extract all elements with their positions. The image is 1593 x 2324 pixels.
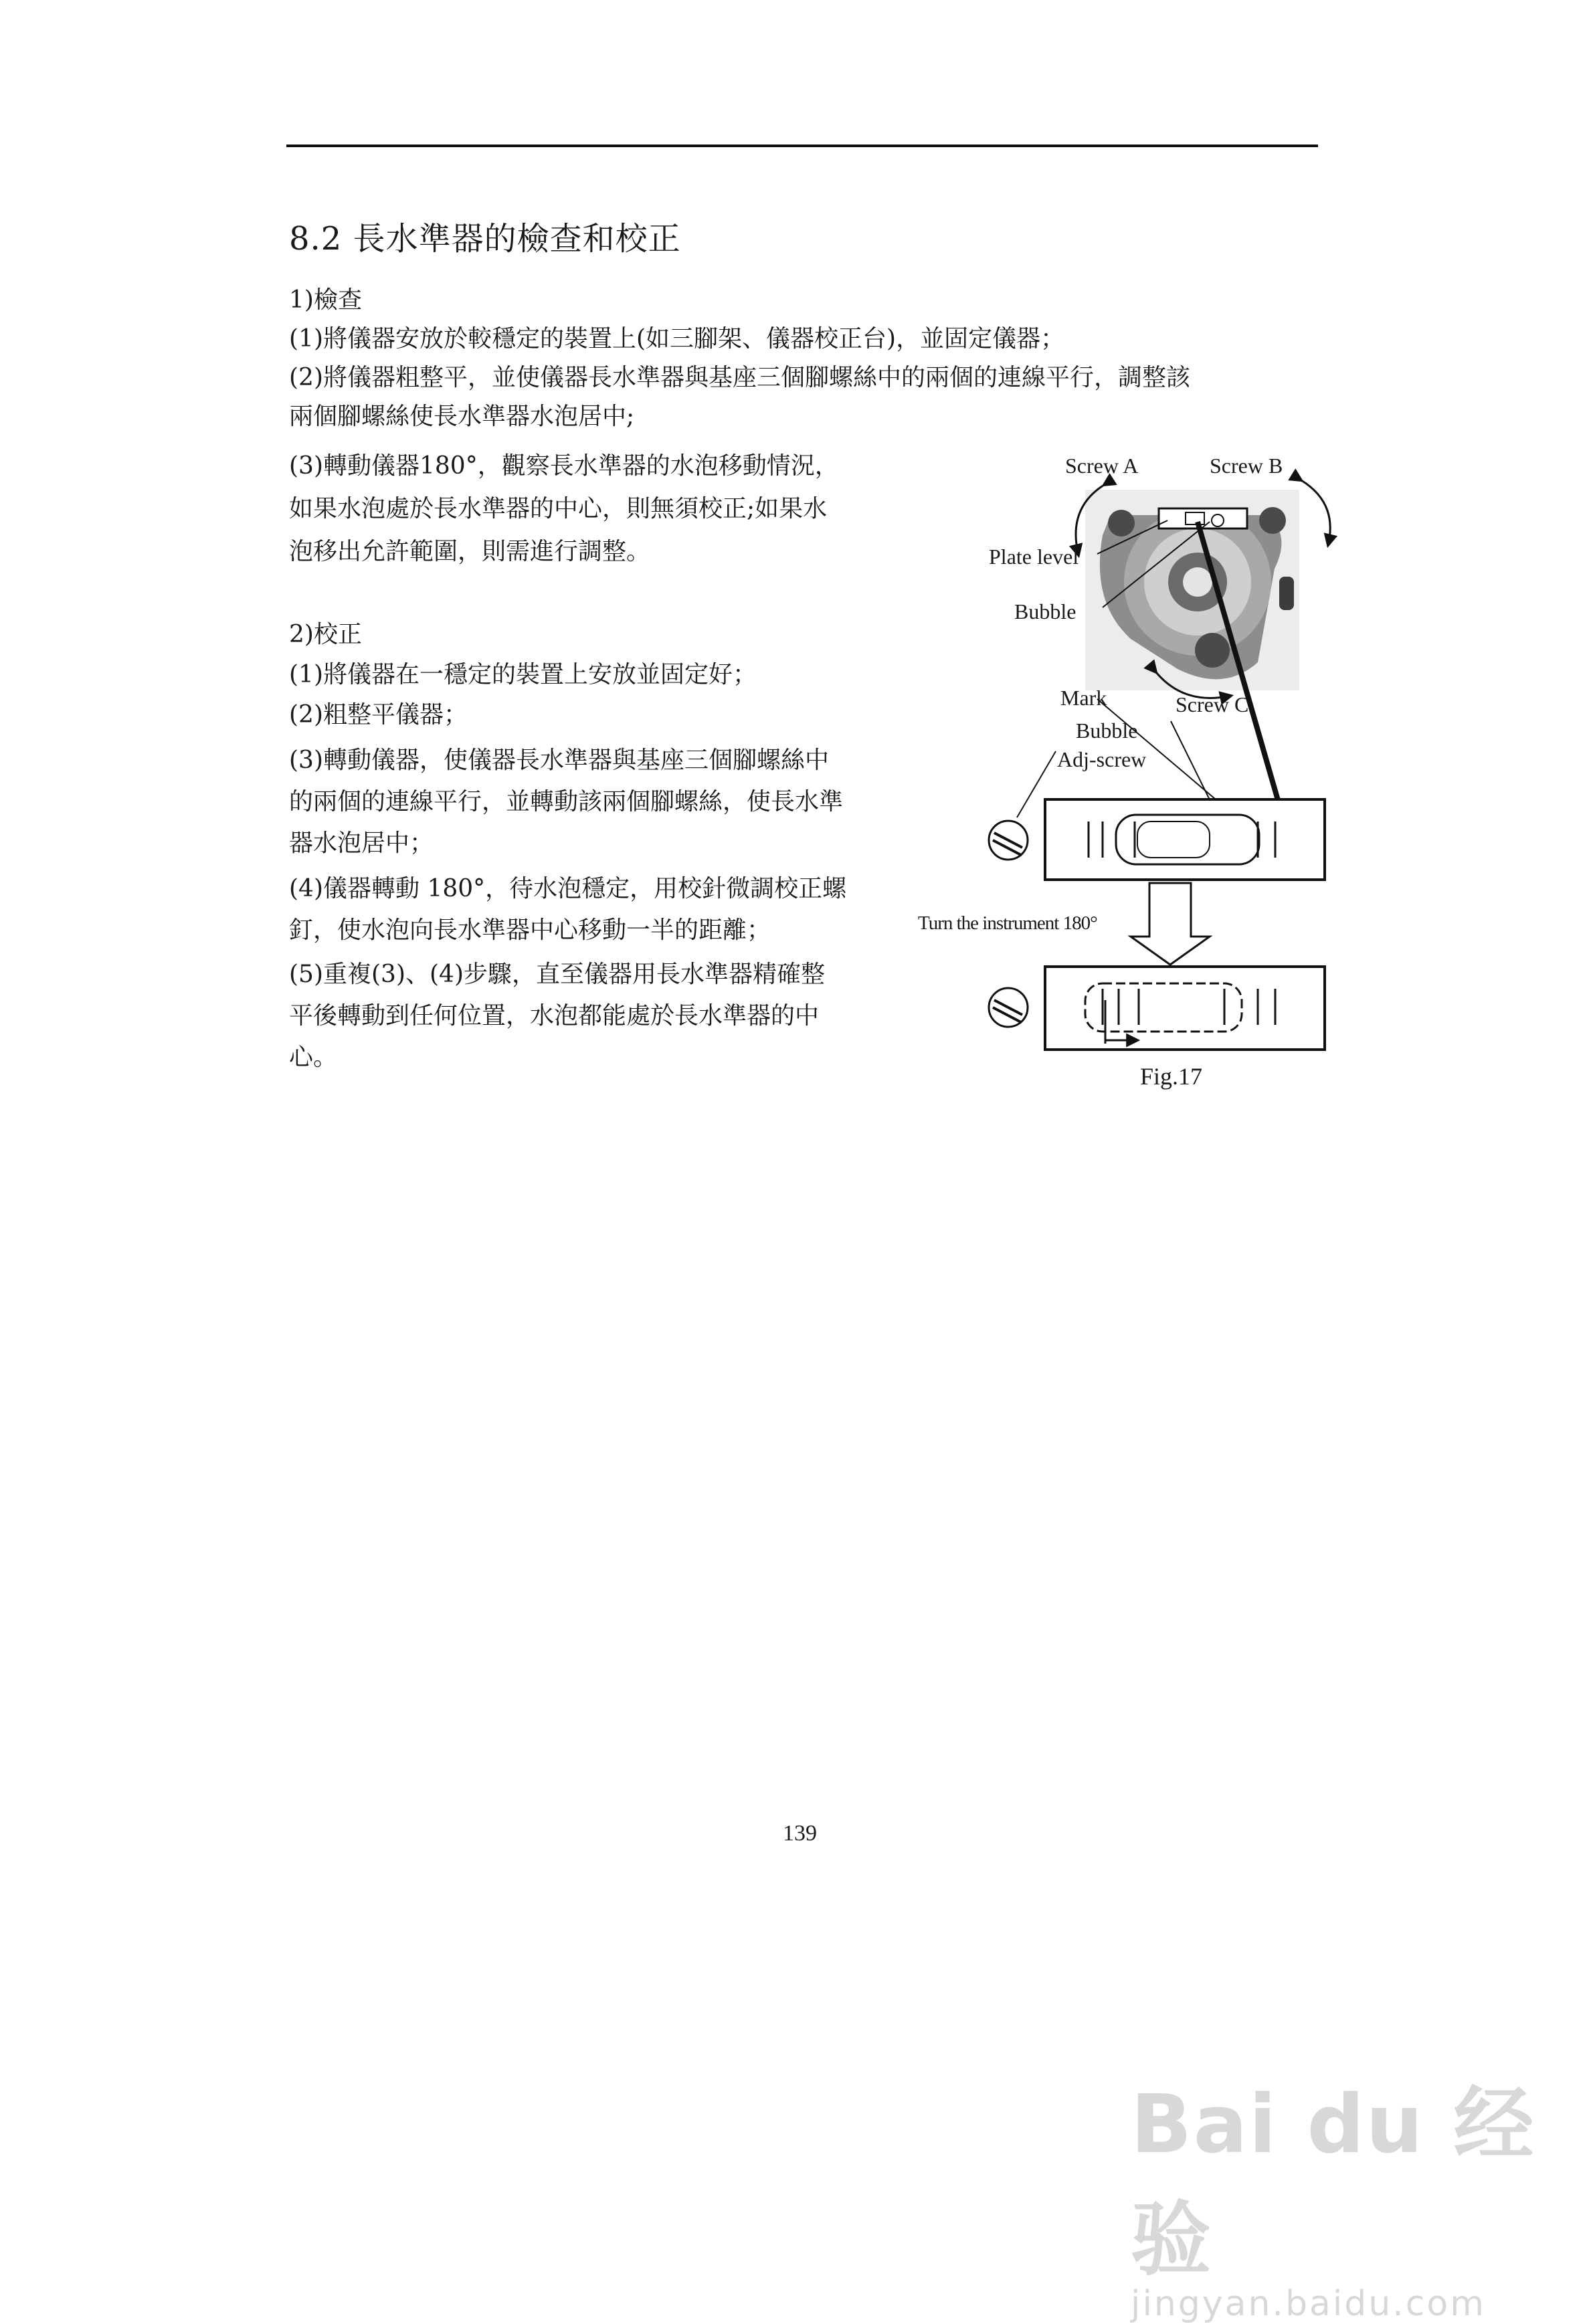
watermark-url: jingyan.baidu.com [1131, 2284, 1486, 2324]
adjust-line: (3)轉動儀器，使儀器長水準器與基座三個腳螺絲中 [289, 747, 829, 774]
check-line: 如果水泡處於長水準器的中心，則無須校正;如果水 [289, 495, 828, 522]
check-line: 泡移出允許範圍，則需進行調整。 [289, 538, 651, 565]
adjust-line: 器水泡居中； [289, 830, 434, 857]
page-number: 139 [783, 1821, 817, 1846]
screw-b-rotation-arrow [1301, 480, 1330, 545]
check-title: 1)檢查 [289, 286, 362, 314]
label-mark: Mark [1060, 686, 1107, 710]
label-bubble-top: Bubble [1014, 599, 1076, 623]
adjust-title: 2)校正 [289, 621, 362, 648]
adjust-line: (4)儀器轉動 180°，待水泡穩定，用校針微調校正螺 [289, 875, 847, 902]
label-screw-b: Screw B [1210, 454, 1283, 478]
section-heading: 8.2 長水準器的檢查和校正 [289, 220, 681, 258]
label-plate-level: Plate level [989, 545, 1079, 569]
label-screw-a: Screw A [1065, 454, 1139, 478]
adjust-line: (5)重複(3)、(4)步驟，直至儀器用長水準器精確整 [289, 961, 825, 988]
check-line: 兩個腳螺絲使長水準器水泡居中; [289, 403, 635, 430]
adjust-line: 釘，使水泡向長水準器中心移動一半的距離； [289, 916, 771, 944]
vial-after [989, 967, 1325, 1050]
watermark-brand: Bai du 经验 [1131, 2078, 1535, 2287]
figure-caption: Fig.17 [1140, 1063, 1203, 1090]
adjust-line: (2)粗整平儀器； [289, 701, 468, 729]
tribrach-photo [1085, 490, 1299, 690]
baidu-watermark [1131, 2060, 1593, 2324]
check-line: (1)將儀器安放於較穩定的裝置上(如三腳架、儀器校正台)，並固定儀器； [289, 325, 1065, 353]
adjust-line: 平後轉動到任何位置，水泡都能處於長水準器的中 [289, 1002, 820, 1030]
down-arrow-icon [1131, 883, 1210, 965]
label-screw-c: Screw C [1176, 692, 1249, 716]
vial-before [989, 799, 1325, 880]
label-adj-screw: Adj-screw [1057, 747, 1147, 771]
label-bubble: Bubble [1076, 718, 1138, 743]
adjust-line: (1)將儀器在一穩定的裝置上安放並固定好； [289, 661, 757, 688]
check-line: (3)轉動儀器180°，觀察長水準器的水泡移動情況， [289, 452, 839, 480]
label-turn-instrument: Turn the instrument 180° [918, 912, 1097, 934]
adjust-line: 心。 [289, 1044, 338, 1071]
adjust-line: 的兩個的連線平行，並轉動該兩個腳螺絲，使長水準 [289, 788, 844, 815]
header-rule [286, 144, 1318, 147]
check-line: (2)將儀器粗整平，並使儀器長水準器與基座三個腳螺絲中的兩個的連線平行，調整該 [289, 364, 1190, 391]
